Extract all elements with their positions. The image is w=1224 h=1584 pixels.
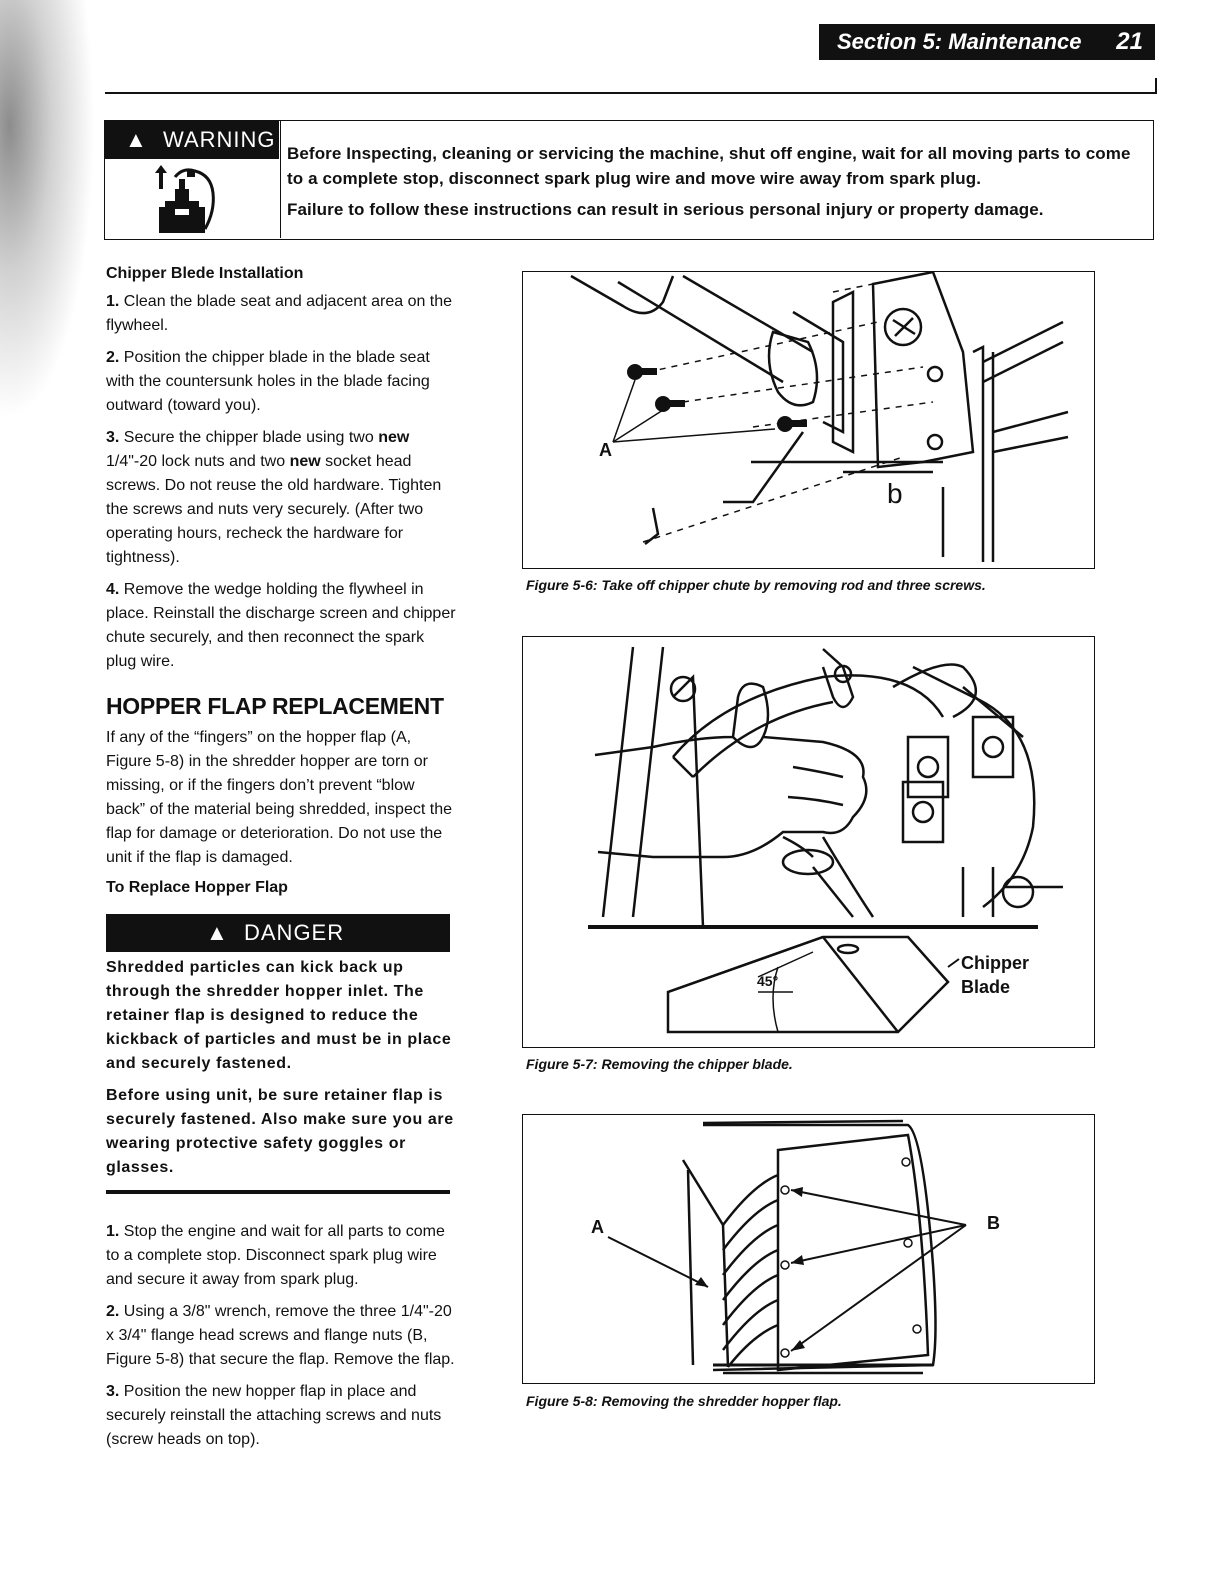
warning-box [104,120,1154,240]
chipper-install-title: Chipper Blede Installation [106,265,304,282]
chipper-step-4: 4. Remove the wedge holding the flywheel in place. Reinstall the discharge screen and chipper chute securely, and then reconnect the spark plug wire. [106,581,456,670]
chute-removal-drawing [523,272,1094,568]
hopper-step-2: 2. Using a 3/8" wrench, remove the three 1/4"-20 x 3/4" flange head screws and flange nuts (B, Figure 5-8) that secure the flap. Remove the flap. [106,1303,455,1368]
figure-5-7-caption: Figure 5-7: Removing the chipper blade. [526,1056,793,1072]
figure-5-7 [522,636,1095,1048]
section-header [819,24,1155,60]
figure-5-6-label-a: A [599,440,612,460]
chipper-step-2: 2. Position the chipper blade in the blade seat with the countersunk holes in the blade facing outward (toward you). [106,349,430,414]
danger-paragraph-1: Shredded particles can kick back up through the shredder hopper inlet. The retainer flap is designed to reduce the kickback of particles and must be in place and securely fastened. [106,959,452,1072]
danger-message [106,956,456,1180]
figure-5-8-label-b: B [987,1213,1000,1233]
figure-5-6-caption: Figure 5-6: Take off chipper chute by removing rod and three screws. [526,577,986,593]
danger-triangle-icon: ▲ [206,920,228,945]
figure-5-7-angle-label: 45° [757,973,779,989]
left-column [106,262,456,1460]
spark-plug-disconnect-icon [135,163,245,235]
section-title: Section 5: Maintenance [837,29,1082,54]
scan-shadow [0,0,95,420]
figure-5-6 [522,271,1095,569]
header-rule [105,92,1157,94]
figure-5-8-caption: Figure 5-8: Removing the shredder hopper flap. [526,1393,842,1409]
danger-paragraph-2: Before using unit, be sure retainer flap is securely fastened. Also make sure you are wearing protective safety goggles or glasses. [106,1087,454,1176]
warning-triangle-icon: ▲ [125,127,148,152]
hopper-step-3: 3. Position the new hopper flap in place and securely reinstall the attaching screws and nuts (screw heads on top). [106,1383,442,1448]
header-rule-tick [1155,78,1157,94]
warning-message [287,141,1147,228]
hopper-flap-drawing [523,1115,1094,1383]
figure-5-8-label-a: A [591,1217,604,1237]
page-number: 21 [1116,28,1143,55]
figure-5-6-label-b: b [887,478,903,509]
hopper-flap-heading: HOPPER FLAP REPLACEMENT [106,693,444,719]
warning-symbol-panel [105,121,281,238]
replace-hopper-subtitle: To Replace Hopper Flap [106,879,288,896]
chipper-step-3: 3. Secure the chipper blade using two new 1/4"-20 lock nuts and two new socket head screws. Do not reuse the old hardware. Tighten the screws and nuts very securely. (After two operating hours, recheck the hardware for tightness). [106,429,442,566]
chipper-blade-label: Chipper Blade [961,953,1030,997]
hopper-flap-intro: If any of the “fingers” on the hopper flap (A, Figure 5-8) in the shredder hopper are torn or missing, or if the fingers don’t prevent “blow back” of the material being shredded, inspect the flap for damage or deterioration. Do not use the unit if the flap is damaged. [106,729,452,866]
warning-line-2: Failure to follow these instructions can result in serious personal injury or property damage. [287,200,1044,219]
danger-label: ▲ DANGER [106,914,450,952]
chipper-step-1: 1. Clean the blade seat and adjacent area on the flywheel. [106,293,453,334]
hopper-step-1: 1. Stop the engine and wait for all parts to come to a complete stop. Disconnect spark plug wire and secure it away from spark plug. [106,1223,445,1288]
warning-label: ▲ WARNING [105,121,279,159]
figure-5-8 [522,1114,1095,1384]
warning-line-1: Before Inspecting, cleaning or servicing the machine, shut off engine, wait for all moving parts to come to a complete stop, disconnect spark plug wire and move wire away from spark plug. [287,144,1131,188]
danger-rule [106,1190,450,1194]
